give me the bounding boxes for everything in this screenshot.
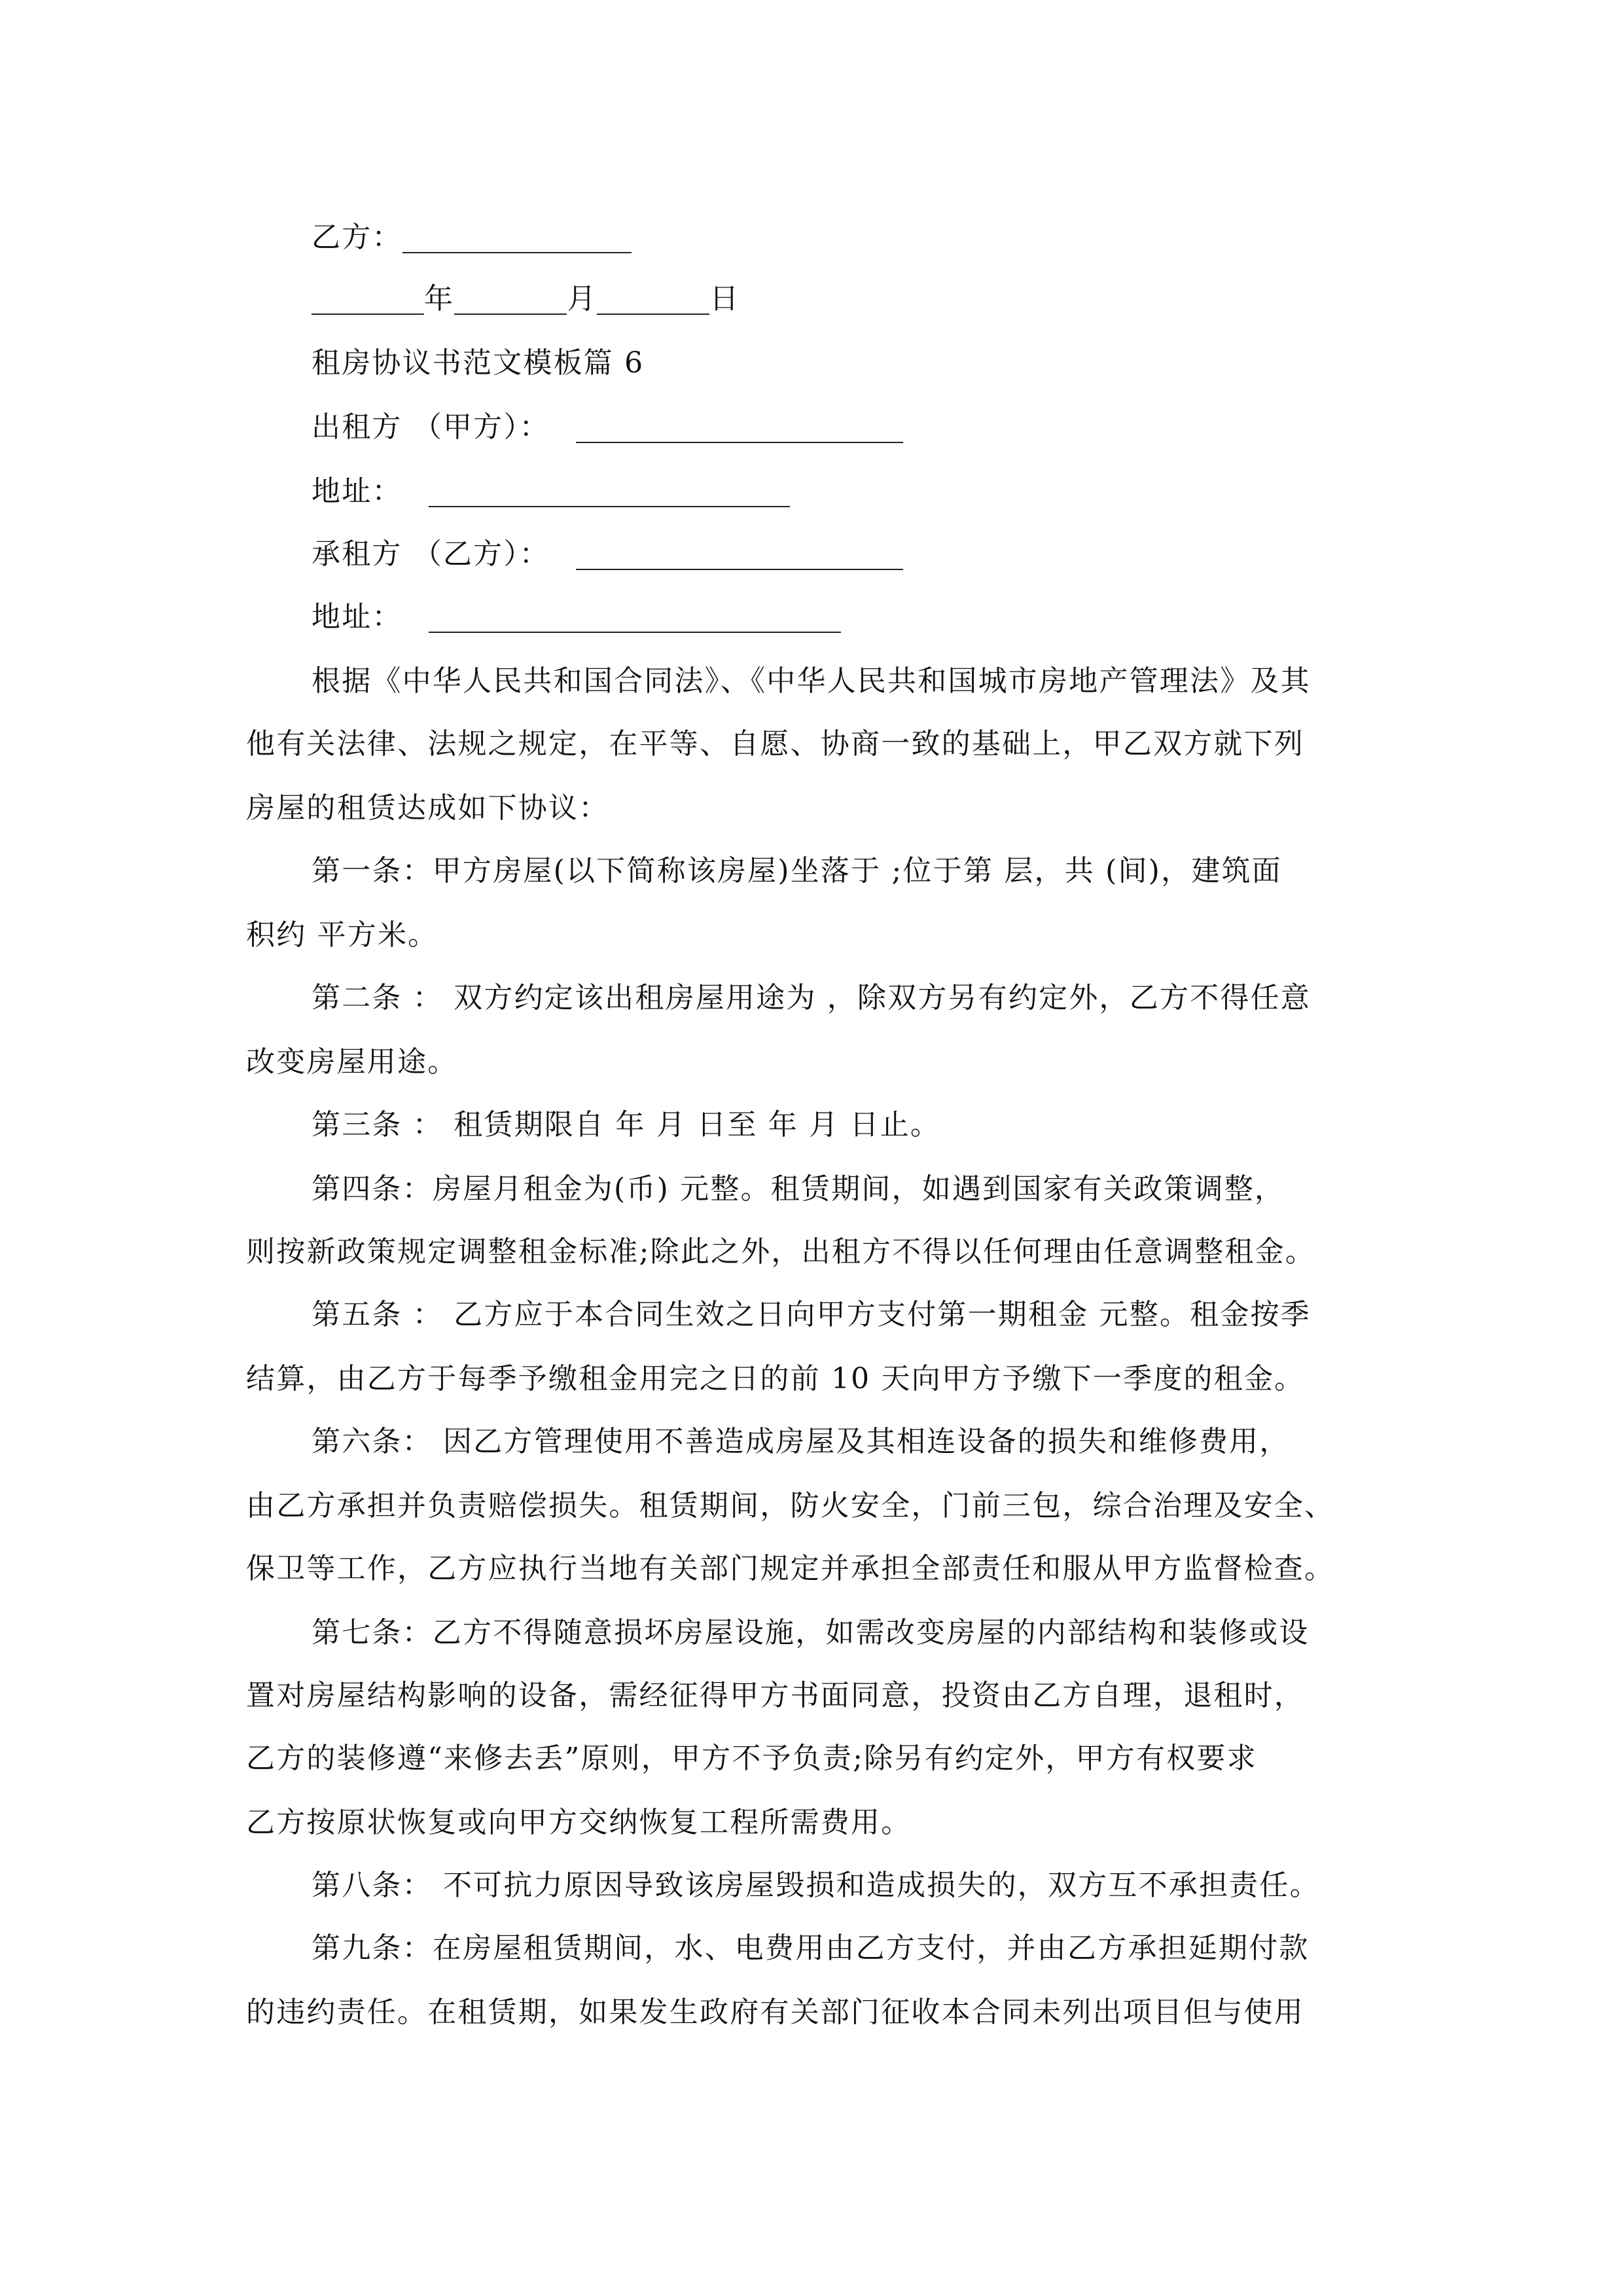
- day-blank: [597, 285, 709, 315]
- article-2-line-1: 第二条 ： 双方约定该出租房屋用途为 ，除双方另有约定外，乙方不得任意: [312, 981, 1311, 1014]
- article-6-line-1: 第六条： 因乙方管理使用不善造成房屋及其相连设备的损失和维修费用，: [312, 1425, 1290, 1458]
- article-7-line-4: 乙方按原状恢复或向甲方交纳恢复工程所需费用。: [246, 1806, 912, 1839]
- day-label: 日: [709, 282, 740, 315]
- article-8-line-1: 第八条： 不可抗力原因导致该房屋毁损和造成损失的，双方互不承担责任。: [312, 1869, 1320, 1902]
- lessor-address-blank: [429, 477, 790, 507]
- lessor-address-line: [312, 467, 790, 509]
- lessee-line: [312, 530, 903, 572]
- preamble-line-3: 房屋的租赁达成如下协议：: [246, 791, 609, 825]
- lessee-blank: [576, 540, 903, 570]
- year-label: 年: [424, 282, 455, 315]
- month-blank: [454, 285, 567, 315]
- year-blank: [312, 285, 424, 315]
- article-4-line-2: 则按新政策规定调整租金标准;除此之外，出租方不得以任何理由任意调整租金。: [246, 1235, 1316, 1268]
- article-1-line-2: 积约 平方米。: [246, 918, 438, 952]
- article-6-line-3: 保卫等工作，乙方应执行当地有关部门规定并承担全部责任和服从甲方监督检查。: [246, 1552, 1335, 1585]
- party-b-label: 乙方：: [312, 221, 402, 254]
- article-5-line-2: 结算，由乙方于每季予缴租金用完之日的前 10 天向甲方予缴下一季度的租金。: [246, 1362, 1305, 1395]
- article-5-line-1: 第五条 ： 乙方应于本合同生效之日向甲方支付第一期租金 元整。租金按季: [312, 1298, 1311, 1331]
- lessee-address-label: 地址：: [312, 600, 402, 634]
- party-b-signature-line: [312, 213, 632, 255]
- article-1-line-1: 第一条：甲方房屋(以下简称该房屋)坐落于 ;位于第 层，共 (间)，建筑面: [312, 854, 1282, 888]
- article-6-line-2: 由乙方承担并负责赔偿损失。租赁期间，防火安全，门前三包，综合治理及安全、: [246, 1489, 1335, 1522]
- lessor-blank: [576, 413, 903, 443]
- date-line: [312, 275, 740, 317]
- article-7-line-1: 第七条：乙方不得随意损坏房屋设施，如需改变房屋的内部结构和装修或设: [312, 1616, 1310, 1649]
- article-7-line-3: 乙方的装修遵“来修去丢”原则，甲方不予负责;除另有约定外，甲方有权要求: [246, 1742, 1257, 1775]
- preamble-line-1: 根据《中华人民共和国合同法》、《中华人民共和国城市房地产管理法》及其: [312, 664, 1311, 698]
- article-9-line-2: 的违约责任。在租赁期，如果发生政府有关部门征收本合同未列出项目但与使用: [246, 1996, 1304, 2029]
- lessee-label: 承租方 （乙方）：: [312, 537, 550, 571]
- lessee-address-line: [312, 593, 841, 635]
- party-b-blank: [402, 223, 632, 253]
- article-3-line-1: 第三条 ： 租赁期限自 年 月 日至 年 月 日止。: [312, 1108, 941, 1141]
- article-7-line-2: 置对房屋结构影响的设备，需经征得甲方书面同意，投资由乙方自理，退租时，: [246, 1679, 1304, 1712]
- section-title: 租房协议书范文模板篇 6: [312, 346, 645, 380]
- article-9-line-1: 第九条：在房屋租赁期间，水、电费用由乙方支付，并由乙方承担延期付款: [312, 1931, 1310, 1965]
- article-4-line-1: 第四条：房屋月租金为(币) 元整。租赁期间，如遇到国家有关政策调整，: [312, 1172, 1285, 1206]
- lessor-line: [312, 403, 903, 445]
- lessee-address-blank: [429, 603, 841, 633]
- preamble-line-2: 他有关法律、法规之规定，在平等、自愿、协商一致的基础上，甲乙双方就下列: [246, 727, 1304, 761]
- lessor-address-label: 地址：: [312, 475, 402, 508]
- article-2-line-2: 改变房屋用途。: [246, 1045, 458, 1079]
- month-label: 月: [567, 282, 597, 315]
- lessor-label: 出租方 （甲方）：: [312, 410, 550, 444]
